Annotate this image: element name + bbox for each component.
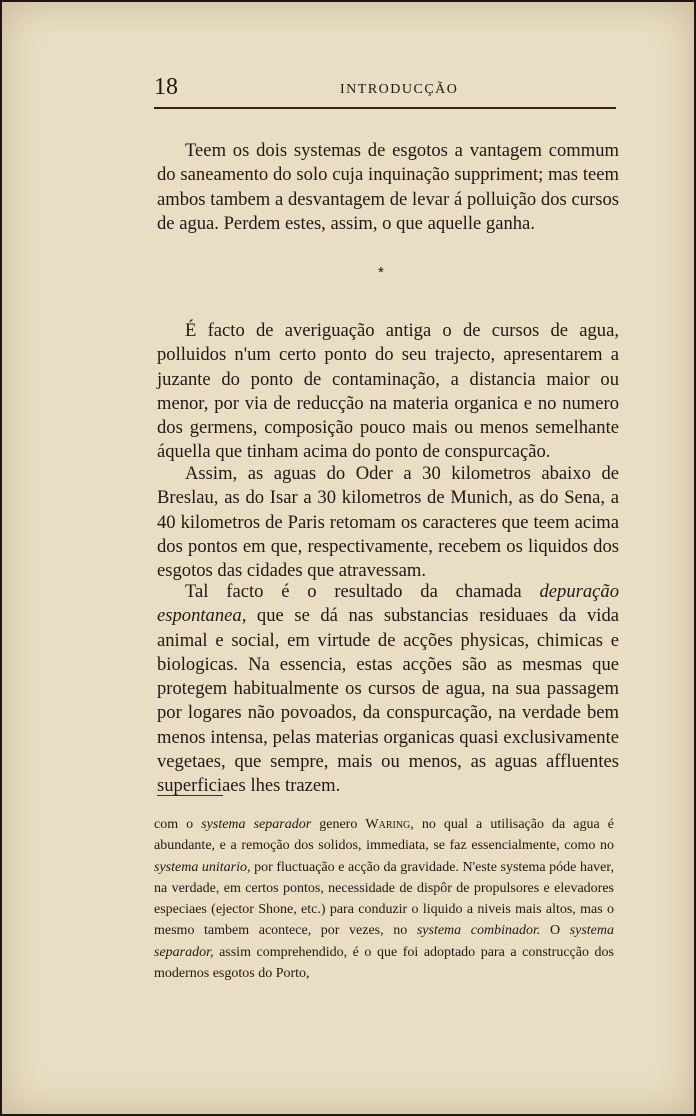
page-number: 18 [154,74,178,100]
header-rule [154,107,616,109]
footnote-emphasis: systema combinador. [416,923,541,939]
footnote-name: Waring [365,817,411,832]
footnote-text: O [540,923,570,939]
paragraph-3: Assim, as aguas do Oder a 30 kilometros abaixo de Breslau, as do Isar a 30 kilometros de Munich, as do Sena, a 40 kilometros de Paris retomam os caracteres que teem acima dos pontos em que, respectivamente, recebem os liquidos dos esgotos das cidades que atravessam. [157,463,619,582]
paragraph-2: É facto de averiguação antiga o de cursos de agua, polluidos n'um certo ponto do seu trajecto, apresentarem a juzante do ponto de contaminação, a distancia maior ou menor, por via de reducção na materia organica e no numero dos germens, composição pouco mais ou menos semelhante áquella que tinham acima do ponto de conspurcação. [157,320,619,463]
footnote-text: genero [311,817,366,832]
footnote-rule [157,795,223,796]
paragraph-4-text-b: que se dá nas substancias residuaes da vida animal e social, em virtude de acções physicas, chimicas e biologicas. Na essencia, estas acções são as mesmas que protegem habitualmente os cursos de agua, na sua passagem por logares não povoados, da conspurcação, na verdade bem menos intensa, pelas materias organicas quasi exclusivamente vegetaes, que sempre, mais ou menos, as aguas affluentes superficiaes lhes trazem. [157,605,619,797]
paragraph-4 [157,580,619,799]
footnote-emphasis: systema separador [201,817,312,832]
running-title: INTRODUCÇÃO [340,82,459,97]
footnote [154,814,614,984]
paragraph-4-text-a: Tal facto é o resultado da chamada [185,581,540,602]
footnote-text: com o [154,817,202,832]
paragraph-1: Teem os dois systemas de esgotos a vantagem commum do saneamento do solo cuja inquinação suppriment; mas teem ambos tambem a desvantagem de levar á polluição dos cursos de agua. Perdem estes, assim, o que aquelle ganha. [157,140,619,234]
footnote-text: , no qual a utilisação da agua é abundante, e a remoção dos solidos, immediata, se faz essencialmente, como no [154,817,615,854]
paragraph-4-emphasis: depuração espontanea, [157,581,619,627]
footnote-emphasis: systema unitario, [154,859,251,875]
section-separator: * [378,264,384,281]
footnote-emphasis: systema separador, [154,923,614,960]
footnote-text: assim comprehendido, é o que foi adoptado para a construcção dos modernos esgotos do Porto, [154,944,614,982]
book-page [2,2,694,1114]
footnote-text: por fluctuação e acção da gravidade. N'este systema póde haver, na verdade, em certos pontos, necessidade de dispôr de propulsores e elevadores especiaes (ejector Shone, etc.) para conduzir o liquido a niveis mais altos, mas o mesmo tambem acontece, por vezes, no [154,859,614,939]
